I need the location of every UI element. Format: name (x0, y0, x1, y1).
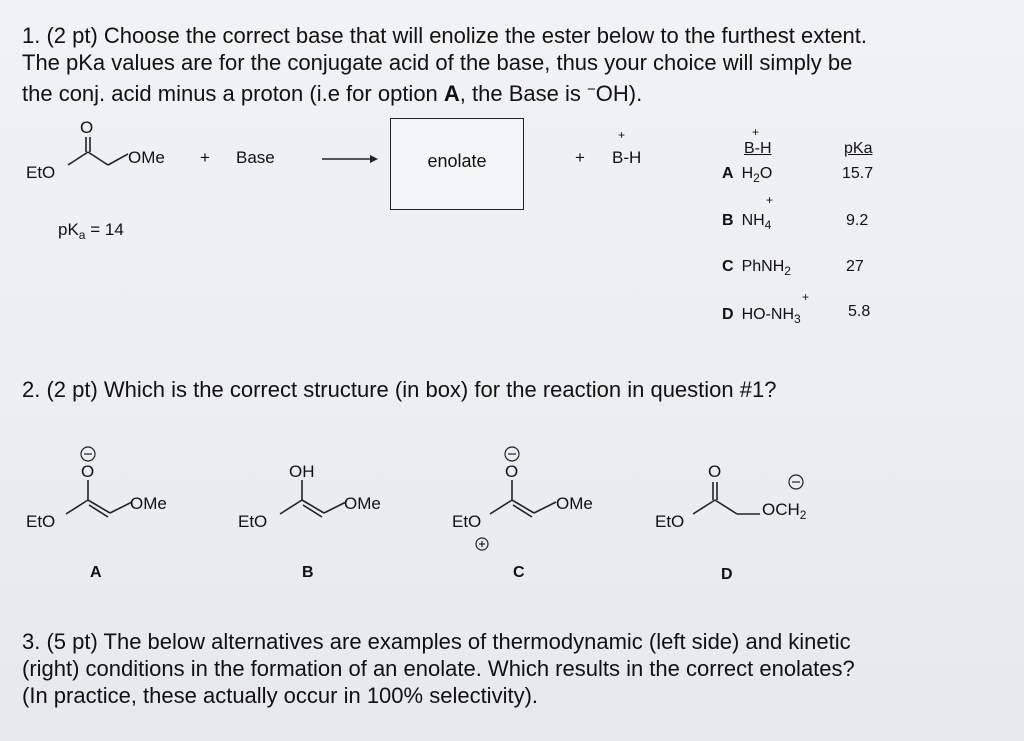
reactant-eto: EtO (26, 163, 56, 182)
reactant-pka: $pK_a = 14$ (58, 220, 124, 242)
conjugate-acid-bh: B-H (612, 148, 642, 167)
q3-line-3: (In practice, these actually occur in 100% selectivity). (22, 683, 539, 708)
table-header-bh: B-H (744, 140, 772, 157)
option-a-ome: OMe (130, 494, 167, 513)
q3-line-1: 3. (5 pt) The below alternatives are examples of thermodynamic (left side) and kinetic (22, 629, 851, 654)
q1-line-2: The pKa values are for the conjugate acid of the base, thus your choice will simply be (22, 50, 853, 75)
reactant-ome: OMe (128, 148, 165, 167)
question-3 (22, 628, 1022, 709)
plus-sign-2: + (575, 148, 585, 167)
option-d-label: D (721, 566, 733, 583)
bh-charge: + (618, 128, 626, 142)
q2-text: 2. (2 pt) Which is the correct structure (in box) for the reaction in question #1? (22, 377, 777, 402)
base-label: Base (236, 148, 275, 167)
q3-line-2: (right) conditions in the formation of an enolate. Which results in the correct enolates? (22, 656, 855, 681)
option-d-eto: EtO (655, 512, 685, 531)
table-row-d: D $HO-NH_3$ (722, 306, 801, 326)
option-a-oxygen: O (81, 462, 95, 481)
option-c-label: C (513, 564, 525, 581)
enolate-answer-box: enolate (390, 118, 524, 210)
nh3-charge: + (802, 290, 810, 304)
option-b-eto: EtO (238, 512, 268, 531)
table-pka-a: 15.7 (842, 165, 874, 182)
q1-line-3: the conj. acid minus a proton (i.e for option A, the Base is −OH). (22, 81, 643, 106)
table-pka-b: 9.2 (846, 212, 869, 229)
plus-sign-1: + (200, 148, 210, 167)
option-a-eto: EtO (26, 512, 56, 531)
option-a-label: A (90, 564, 102, 581)
option-d-oxygen: O (708, 462, 722, 481)
table-bh-charge: + (752, 125, 760, 139)
table-pka-c: 27 (846, 258, 864, 275)
option-b-ome: OMe (344, 494, 381, 513)
table-header-pka: pKa (844, 140, 873, 157)
table-row-b: B $NH_4$ (722, 212, 772, 232)
table-pka-d: 5.8 (848, 303, 871, 320)
reactant-oxygen: O (80, 118, 94, 137)
table-row-a: A $H_2O$ (722, 165, 773, 185)
option-c-ome: OMe (556, 494, 593, 513)
option-c-oxygen: O (505, 462, 519, 481)
option-b-label: B (302, 564, 314, 581)
table-row-c: C PhNH$_2$ (722, 258, 791, 278)
option-c-eto: EtO (452, 512, 482, 531)
nh4-charge: + (766, 193, 774, 207)
q1-line-1: 1. (2 pt) Choose the correct base that will enolize the ester below to the furthest extent. (22, 23, 868, 48)
option-b-oh: OH (289, 462, 315, 481)
option-d-och2: $OCH_2$ (762, 500, 807, 522)
